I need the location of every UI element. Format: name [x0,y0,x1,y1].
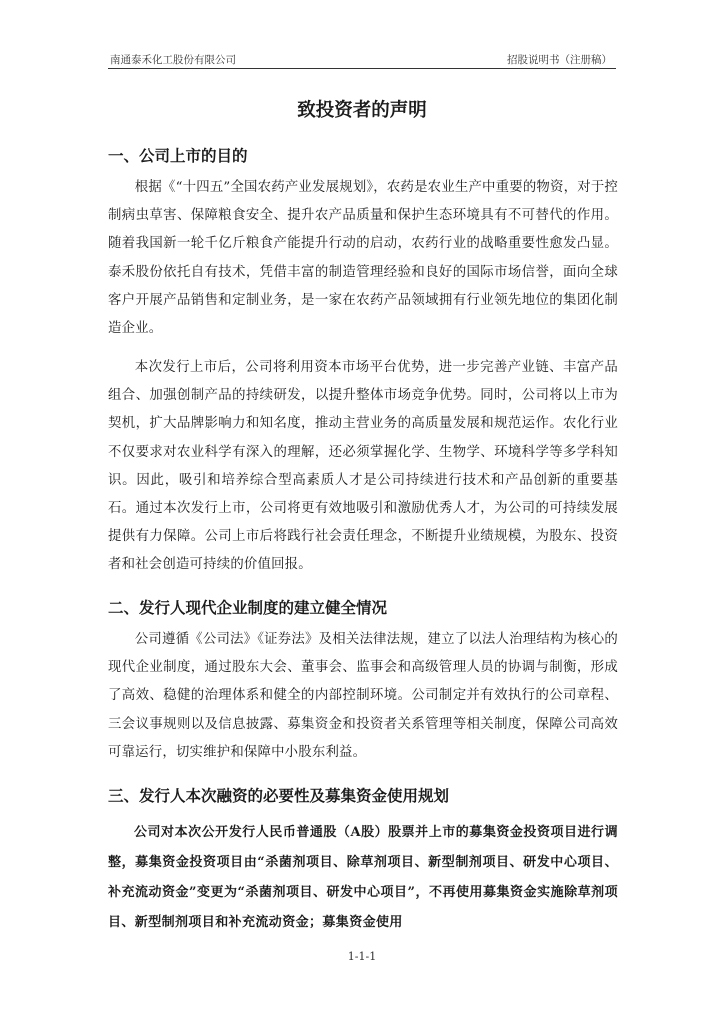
section-heading-3: 三、发行人本次融资的必要性及募集资金使用规划 [108,787,450,805]
document-title: 致投资者的声明 [297,100,427,121]
header-company-name: 南通泰禾化工股份有限公司 [110,54,236,66]
section-3-paragraph-1: 公司对本次公开发行人民币普通股（A股）股票并上市的募集资金投资项目进行调整，募集资金投资项目由“杀菌剂项目、除草剂项目、新型制剂项目、研发中心项目、补充流动资金”变更为“杀菌剂项目、研发中心项目”，不再使用募集资金实施除草剂项目、新型制剂项目和补充流动资金；募集资金使用 [108,825,618,930]
section-heading-1: 一、公司上市的目的 [108,147,248,165]
section-2-paragraph-1: 公司遵循《公司法》《证券法》及相关法律法规，建立了以法人治理结构为核心的现代企业制度，通过股东大会、董事会、监事会和高级管理人员的协调与制衡，形成了高效、稳健的治理体系和健全的内部控制环境。公司制定并有效执行的公司章程、三会议事规则以及信息披露、募集资金和投资者关系管理等相关制度，保障公司高效可靠运行，切实维护和保障中小股东利益。 [108,632,618,760]
section-1-paragraph-2: 本次发行上市后，公司将利用资本市场平台优势，进一步完善产业链、丰富产品组合、加强创制产品的持续研发，以提升整体市场竞争优势。同时，公司将以上市为契机，扩大品牌影响力和知名度，推动主营业务的高质量发展和规范运作。农化行业不仅要求对农业科学有深入的理解，还必须掌握化学、生物学、环境科学等多学科知识。因此，吸引和培养综合型高素质人才是公司持续进行技术和产品创新的重要基石。通过本次发行上市，公司将更有效地吸引和激励优秀人才，为公司的可持续发展提供有力保障。公司上市后将践行社会责任理念，不断提升业绩规模，为股东、投资者和社会创造可持续的价值回报。 [108,360,618,573]
header-document-type: 招股说明书（注册稿） [507,54,612,66]
section-heading-2: 二、发行人现代企业制度的建立健全情况 [108,599,388,617]
section-1-paragraph-1: 根据《“十四五”全国农药产业发展规划》，农药是农业生产中重要的物资，对于控制病虫草害、保障粮食安全、提升农产品质量和保护生态环境具有不可替代的作用。随着我国新一轮千亿斤粮食产能提升行动的启动，农药行业的战略重要性愈发凸显。泰禾股份依托自有技术，凭借丰富的制造管理经验和良好的国际市场信誉，面向全球客户开展产品销售和定制业务，是一家在农药产品领域拥有行业领先地位的集团化制造企业。 [108,180,618,337]
page-header [108,50,616,69]
page-number: 1-1-1 [347,950,377,963]
